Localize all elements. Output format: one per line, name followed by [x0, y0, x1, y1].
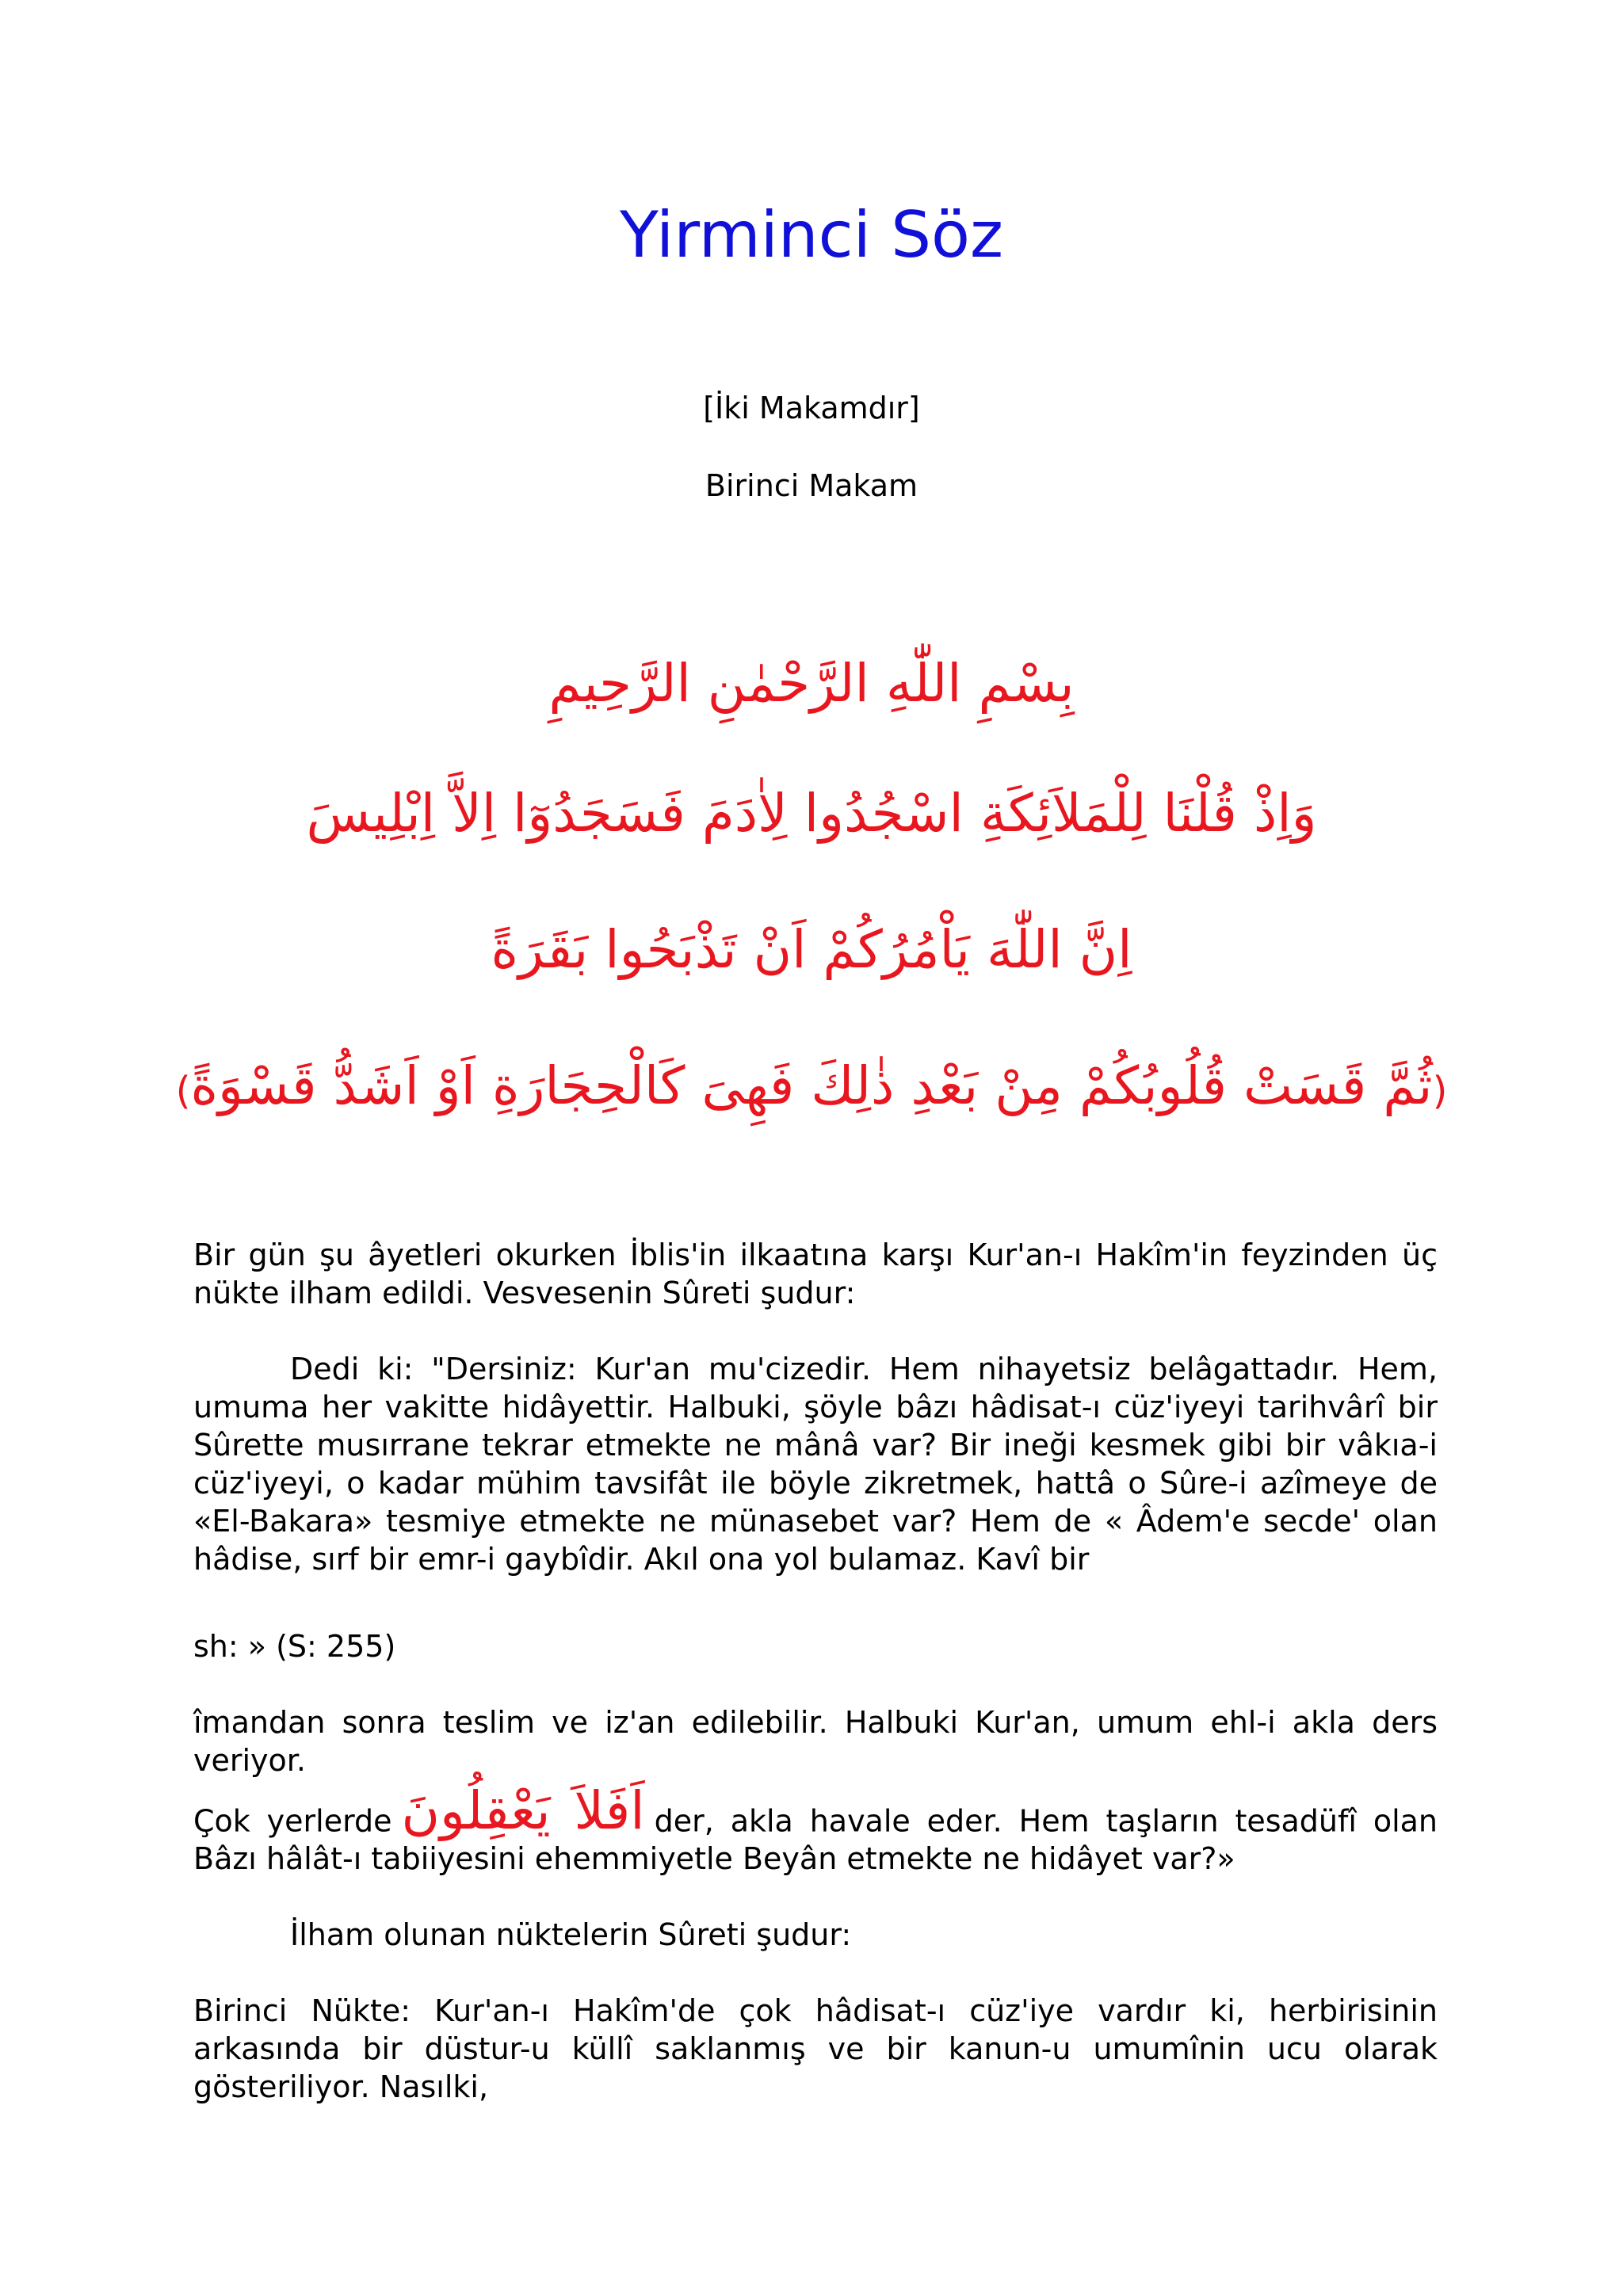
verse-bracket-close: ) [175, 1069, 191, 1113]
paragraph-akil-after: der, akla havale eder. Hem taşların tesadüfî olan Bâzı hâlât-ı tabiiyesini ehemmiyetle Beyân etmekte ne hidâyet var?» [193, 1803, 1438, 1877]
verse-2: اِنَّ اللّٰهَ يَاْمُرُكُمْ اَنْ تَذْبَحُوا بَقَرَةً [491, 919, 1132, 980]
verse-basmala: بِسْمِ اللّٰهِ الرَّحْمٰنِ الرَّحِيمِ [548, 653, 1075, 714]
paragraph-intro: Bir gün şu âyetleri okurken İblis'in ilkaatına karşı Kur'an-ı Hakîm'in feyzinden üç nükte ilham edildi. Vesvesenin Sûreti şudur: [193, 1238, 1438, 1310]
verse-3-text: ثُمَّ قَسَتْ قُلُوبُكُمْ مِنْ بَعْدِ ذٰلِكَ فَهِىَ كَالْحِجَارَةِ اَوْ اَشَدُّ قَسْوَةً [190, 1055, 1433, 1116]
verse-3 [0, 1043, 1623, 1135]
document-subtitle: [İki Makamdır] [703, 391, 920, 425]
paragraph-birinci-nukte: Birinci Nükte: Kur'an-ı Hakîm'de çok hâdisat-ı cüz'iye vardır ki, herbirisinin arkasında bir düstur-u küllî saklanmış ve bir kanun-u umumînin ucu olarak gösteriliyor. Nasılki, [193, 1993, 1438, 2104]
paragraph-akil [193, 1780, 1438, 1878]
paragraph-akil-before: Çok yerlerde [193, 1803, 392, 1839]
paragraph-iman: îmandan sonra teslim ve iz'an edilebilir. Halbuki Kur'an, umum ehl-i akla ders veriyor. [193, 1705, 1438, 1778]
paragraph-ilham: İlham olunan nüktelerin Sûreti şudur: [290, 1917, 852, 1952]
page-reference: sh: » (S: 255) [193, 1629, 396, 1664]
paragraph-vesvese: Dedi ki: "Dersiniz: Kur'an mu'cizedir. Hem nihayetsiz belâgattadır. Hem, umuma her vakitte hidâyettir. Halbuki, şöyle bâzı hâdisat-ı cüz'iyeyi tarihvârî bir Sûrette musırrane tekrar etmekte ne mânâ var? Bir ineği kesmek gibi bir vâkıa-i cüz'iyeyi, o kadar mühim tavsifât ile böyle zikretmek, hattâ o Sûre-i azîmeye de «El-Bakara» tesmiye etmekte ne münasebet var? Hem de « Âdem'e secde' olan hâdise, sırf bir emr-i gaybîdir. Akıl ona yol bulamaz. Kavî bir [193, 1352, 1438, 1577]
verse-1: وَاِذْ قُلْنَا لِلْمَلاَئِكَةِ اسْجُدُوا لِاٰدَمَ فَسَجَدُوٓا اِلاَّ اِبْلِيسَ [306, 783, 1317, 844]
section-heading: Birinci Makam [705, 468, 918, 503]
inline-verse: اَفَلاَ يَعْقِلُونَ [401, 1780, 645, 1841]
verse-bracket-open: ( [1432, 1069, 1448, 1113]
document-title: Yirminci Söz [620, 198, 1003, 272]
